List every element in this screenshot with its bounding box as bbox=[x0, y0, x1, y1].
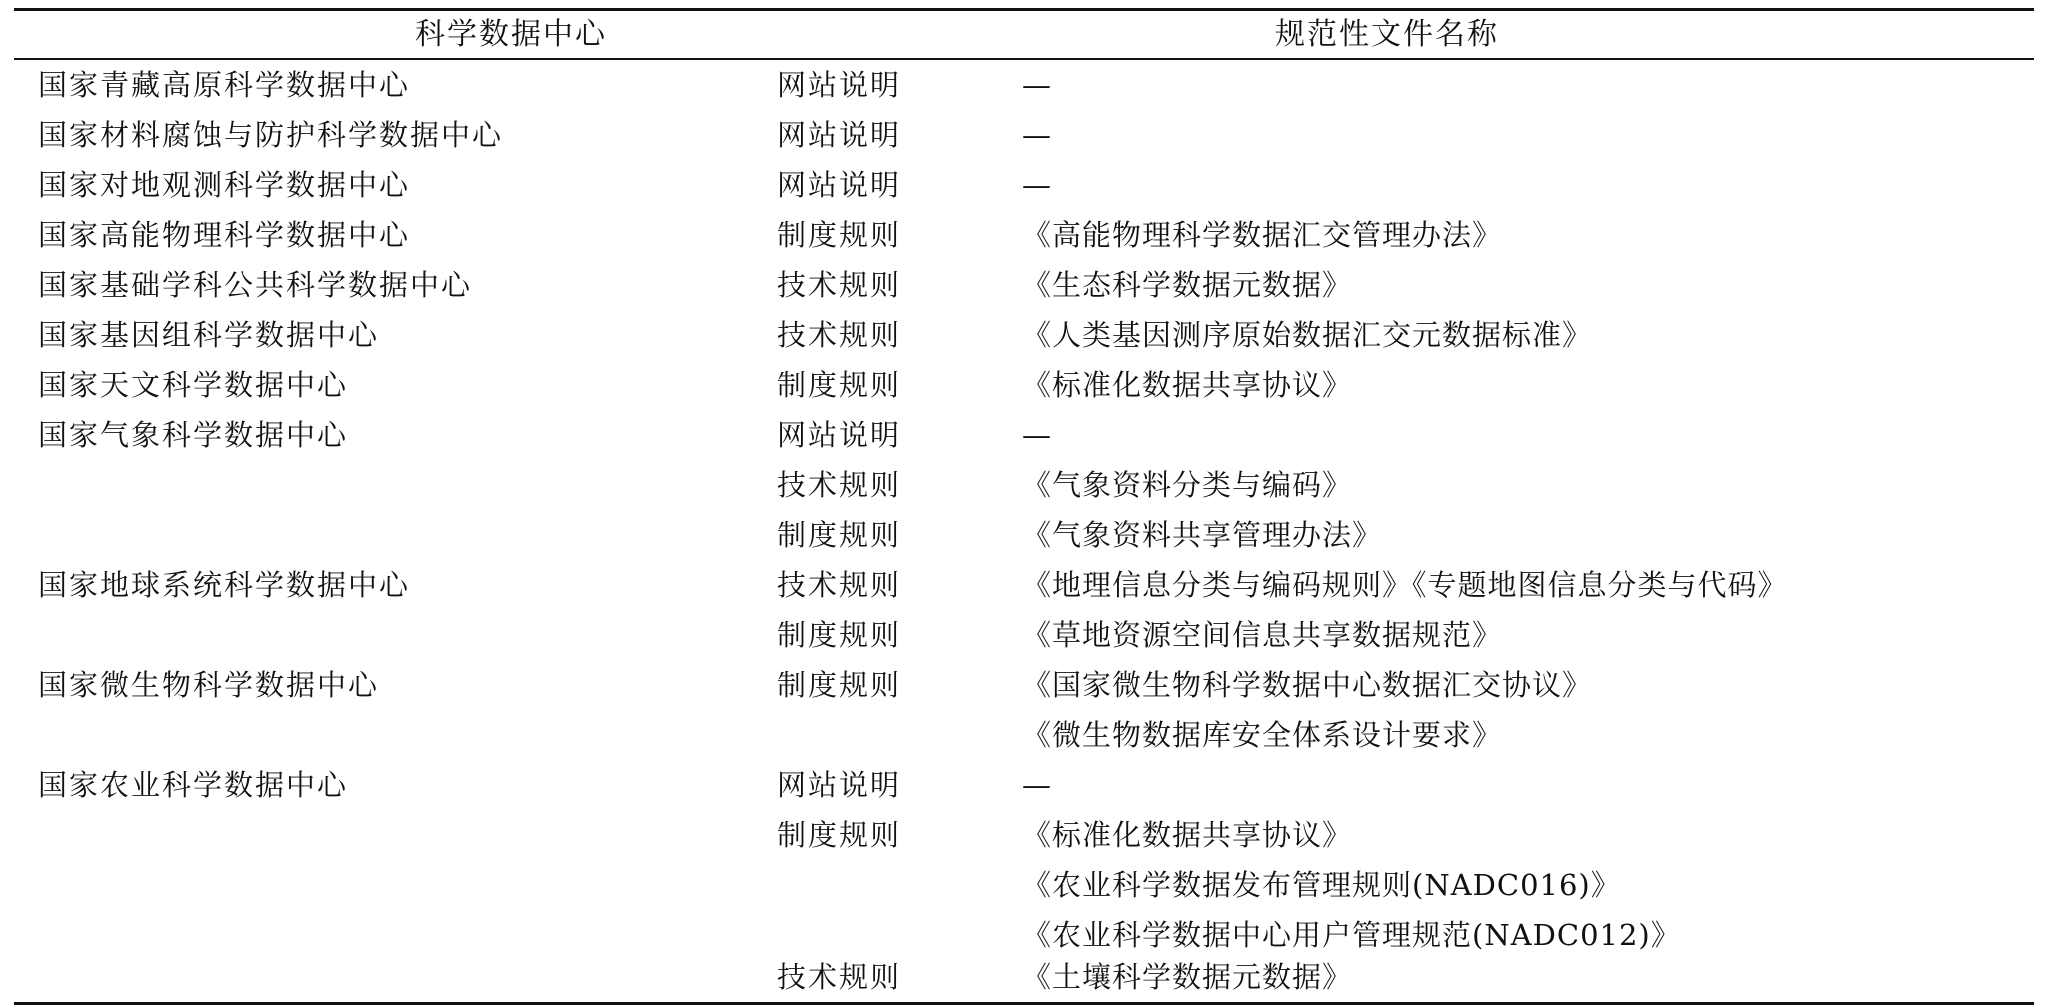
table-row bbox=[0, 160, 2048, 210]
center-cell: 国家农业科学数据中心 bbox=[38, 768, 349, 802]
type-cell: 制度规则 bbox=[777, 668, 902, 702]
document-cell: 《生态科学数据元数据》 bbox=[1022, 268, 1353, 302]
document-cell: 《标准化数据共享协议》 bbox=[1022, 818, 1353, 852]
document-cell: — bbox=[1022, 168, 1052, 202]
document-cell: — bbox=[1022, 118, 1052, 152]
table-row bbox=[0, 360, 2048, 410]
document-cell: 《草地资源空间信息共享数据规范》 bbox=[1022, 618, 1503, 652]
type-cell: 网站说明 bbox=[777, 418, 902, 452]
center-cell: 国家材料腐蚀与防护科学数据中心 bbox=[38, 118, 504, 152]
type-cell: 技术规则 bbox=[777, 960, 902, 994]
type-cell: 网站说明 bbox=[777, 68, 902, 102]
center-cell: 国家微生物科学数据中心 bbox=[38, 668, 380, 702]
table-row bbox=[0, 610, 2048, 660]
header-normative-document-name: 规范性文件名称 bbox=[1275, 17, 1499, 52]
table-bottom-rule bbox=[14, 1002, 2034, 1005]
table-body bbox=[0, 60, 2048, 1002]
type-cell: 技术规则 bbox=[777, 568, 902, 602]
center-cell: 国家基因组科学数据中心 bbox=[38, 318, 380, 352]
center-cell: 国家地球系统科学数据中心 bbox=[38, 568, 411, 602]
type-cell: 制度规则 bbox=[777, 618, 902, 652]
table-row bbox=[0, 560, 2048, 610]
table-row bbox=[0, 60, 2048, 110]
header-science-data-center: 科学数据中心 bbox=[415, 17, 607, 52]
document-cell: 《人类基因测序原始数据汇交元数据标准》 bbox=[1022, 318, 1593, 352]
document-cell: 《标准化数据共享协议》 bbox=[1022, 368, 1353, 402]
type-cell: 技术规则 bbox=[777, 318, 902, 352]
document-cell: — bbox=[1022, 418, 1052, 452]
document-cell: — bbox=[1022, 68, 1052, 102]
type-cell: 技术规则 bbox=[777, 268, 902, 302]
document-cell: 《农业科学数据发布管理规则(NADC016)》 bbox=[1022, 868, 1621, 902]
type-cell: 制度规则 bbox=[777, 818, 902, 852]
type-cell: 技术规则 bbox=[777, 468, 902, 502]
center-cell: 国家青藏高原科学数据中心 bbox=[38, 68, 411, 102]
center-cell: 国家对地观测科学数据中心 bbox=[38, 168, 411, 202]
document-cell: 《高能物理科学数据汇交管理办法》 bbox=[1022, 218, 1503, 252]
table-row bbox=[0, 710, 2048, 760]
document-cell: 《地理信息分类与编码规则》《专题地图信息分类与代码》 bbox=[1022, 568, 1788, 602]
type-cell: 制度规则 bbox=[777, 368, 902, 402]
document-cell: 《土壤科学数据元数据》 bbox=[1022, 960, 1353, 994]
center-cell: 国家天文科学数据中心 bbox=[38, 368, 349, 402]
table-row bbox=[0, 810, 2048, 860]
document-cell: 《国家微生物科学数据中心数据汇交协议》 bbox=[1022, 668, 1593, 702]
type-cell: 制度规则 bbox=[777, 218, 902, 252]
table-row bbox=[0, 410, 2048, 460]
type-cell: 网站说明 bbox=[777, 118, 902, 152]
table-row bbox=[0, 460, 2048, 510]
table-row bbox=[0, 260, 2048, 310]
document-cell: — bbox=[1022, 768, 1052, 802]
center-cell: 国家高能物理科学数据中心 bbox=[38, 218, 411, 252]
document-cell: 《微生物数据库安全体系设计要求》 bbox=[1022, 718, 1503, 752]
type-cell: 网站说明 bbox=[777, 768, 902, 802]
table-row bbox=[0, 310, 2048, 360]
document-cell: 《气象资料共享管理办法》 bbox=[1022, 518, 1383, 552]
table-row bbox=[0, 110, 2048, 160]
table-header-row bbox=[0, 11, 2048, 58]
document-cell: 《气象资料分类与编码》 bbox=[1022, 468, 1353, 502]
center-cell: 国家气象科学数据中心 bbox=[38, 418, 349, 452]
table-row bbox=[0, 660, 2048, 710]
center-cell: 国家基础学科公共科学数据中心 bbox=[38, 268, 473, 302]
type-cell: 制度规则 bbox=[777, 518, 902, 552]
table-row bbox=[0, 210, 2048, 260]
table-row bbox=[0, 860, 2048, 910]
document-cell: 《农业科学数据中心用户管理规范(NADC012)》 bbox=[1022, 918, 1681, 952]
table-row bbox=[0, 952, 2048, 1002]
table-row bbox=[0, 510, 2048, 560]
table-row bbox=[0, 760, 2048, 810]
type-cell: 网站说明 bbox=[777, 168, 902, 202]
